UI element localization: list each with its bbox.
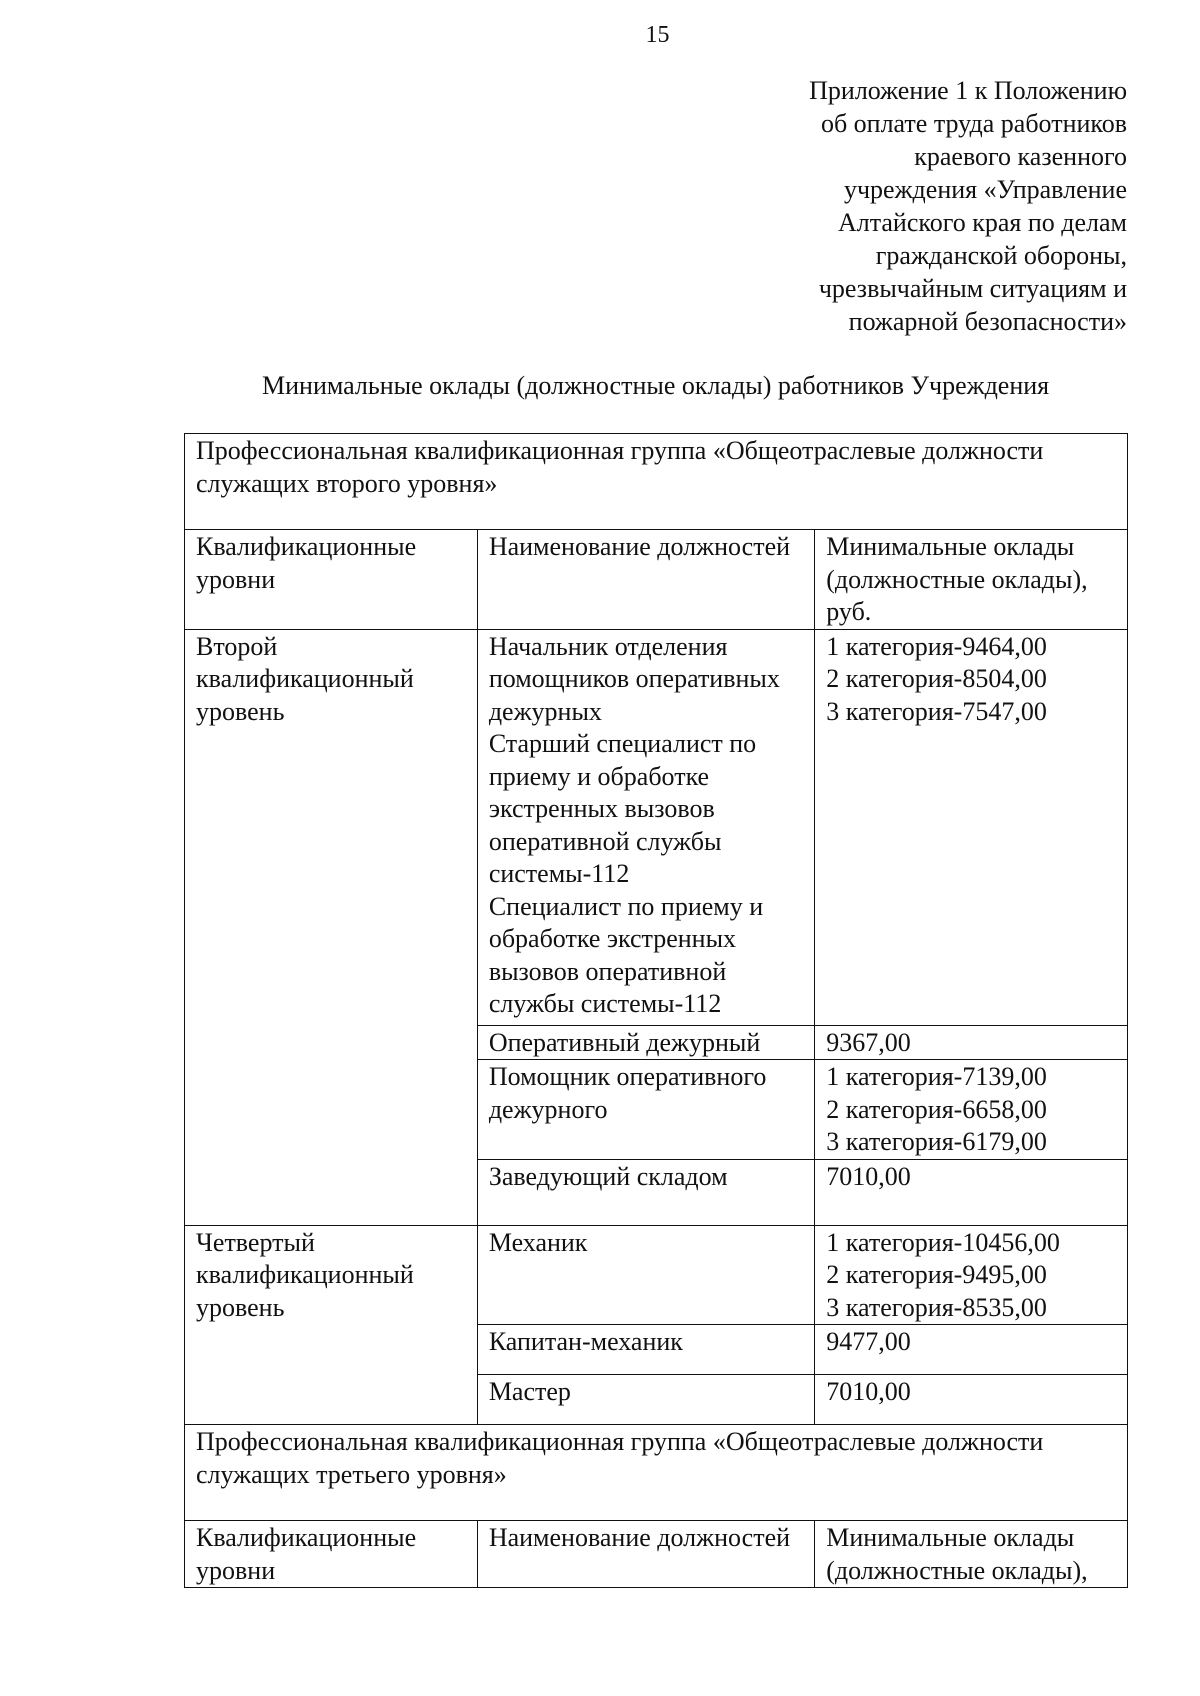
position-name: Помощник оперативного дежурного (488, 1062, 767, 1124)
header-qualification-levels: Квалификационные уровни (185, 1521, 478, 1588)
appendix-line: Алтайского края по делам (837, 208, 1127, 237)
position-cell (477, 1325, 814, 1375)
salary-table (184, 433, 1128, 1588)
document-title: Минимальные оклады (должностные оклады) работников Учреждения (262, 371, 1050, 400)
position-cell (477, 1025, 814, 1060)
salary-cell (815, 1025, 1128, 1060)
appendix-line: пожарной безопасности» (848, 307, 1127, 336)
salary-value: 3 категория-7547,00 (826, 696, 1047, 726)
salary-cell (815, 1060, 1128, 1160)
column-header-row (185, 530, 1128, 630)
header-position-names: Наименование должностей (477, 530, 814, 630)
position-name: Механик (488, 1227, 588, 1257)
salary-value: 2 категория-8504,00 (826, 664, 1047, 693)
position-cell (477, 629, 814, 1025)
position-name: Оперативный дежурный (488, 1027, 761, 1057)
page-number: 15 (645, 22, 670, 48)
salary-value: 1 категория-7139,00 (826, 1062, 1047, 1091)
salary-value: 9367,00 (826, 1027, 911, 1057)
position-name: Мастер (488, 1377, 571, 1406)
appendix-line: чрезвычайным ситуациям и (818, 274, 1127, 303)
column-header-row (185, 1521, 1128, 1588)
group-header-row (185, 1425, 1128, 1521)
position-cell (477, 1060, 814, 1160)
group-header-row (185, 434, 1128, 530)
appendix-line: гражданской обороны, (875, 241, 1127, 270)
salary-value: 7010,00 (826, 1161, 911, 1191)
salary-value: 2 категория-9495,00 (826, 1260, 1047, 1289)
position-cell (477, 1375, 814, 1425)
group-title: Профессиональная квалификационная группа «Общеотраслевые должности служащих второго уровня» (185, 434, 1128, 530)
salary-cell (815, 1375, 1128, 1425)
salary-value: 2 категория-6658,00 (826, 1094, 1047, 1124)
header-min-salary: Минимальные оклады (должностные оклады), руб. (815, 530, 1128, 630)
level-label: Второй квалификационный уровень (185, 629, 478, 1225)
salary-value: 1 категория-9464,00 (826, 631, 1047, 661)
salary-value: 9477,00 (826, 1327, 911, 1356)
position-name: Старший специалист по приему и обработке экстренных вызовов оперативной службы системы-112 (488, 729, 757, 888)
salary-value: 3 категория-8535,00 (826, 1292, 1047, 1322)
position-cell (477, 1225, 814, 1325)
salary-cell (815, 1225, 1128, 1325)
header-qualification-levels: Квалификационные уровни (185, 530, 478, 630)
appendix-line: Приложение 1 к Положению (809, 76, 1127, 105)
appendix-line: учреждения «Управление (843, 175, 1127, 204)
salary-cell (815, 1325, 1128, 1375)
salary-cell (815, 629, 1128, 1025)
table-row (185, 1225, 1128, 1325)
level-label: Четвертый квалификационный уровень (185, 1225, 478, 1425)
header-min-salary: Минимальные оклады (должностные оклады), (815, 1521, 1128, 1588)
appendix-caption (667, 74, 1127, 338)
salary-cell (815, 1159, 1128, 1225)
salary-value: 3 категория-6179,00 (826, 1127, 1047, 1156)
header-position-names: Наименование должностей (477, 1521, 814, 1588)
appendix-line: об оплате труда работников (820, 109, 1127, 138)
position-name: Капитан-механик (488, 1327, 683, 1356)
position-cell (477, 1159, 814, 1225)
position-name: Заведующий складом (488, 1161, 728, 1191)
appendix-line: краевого казенного (914, 142, 1127, 171)
position-name: Специалист по приему и обработке экстренных вызовов оперативной службы системы-112 (488, 891, 764, 1018)
position-name: Начальник отделения помощников оперативных дежурных (488, 631, 780, 726)
salary-value: 1 категория-10456,00 (826, 1227, 1060, 1257)
group-title: Профессиональная квалификационная группа «Общеотраслевые должности служащих третьего уровня» (185, 1425, 1128, 1521)
salary-value: 7010,00 (826, 1377, 911, 1406)
table-row (185, 629, 1128, 1025)
